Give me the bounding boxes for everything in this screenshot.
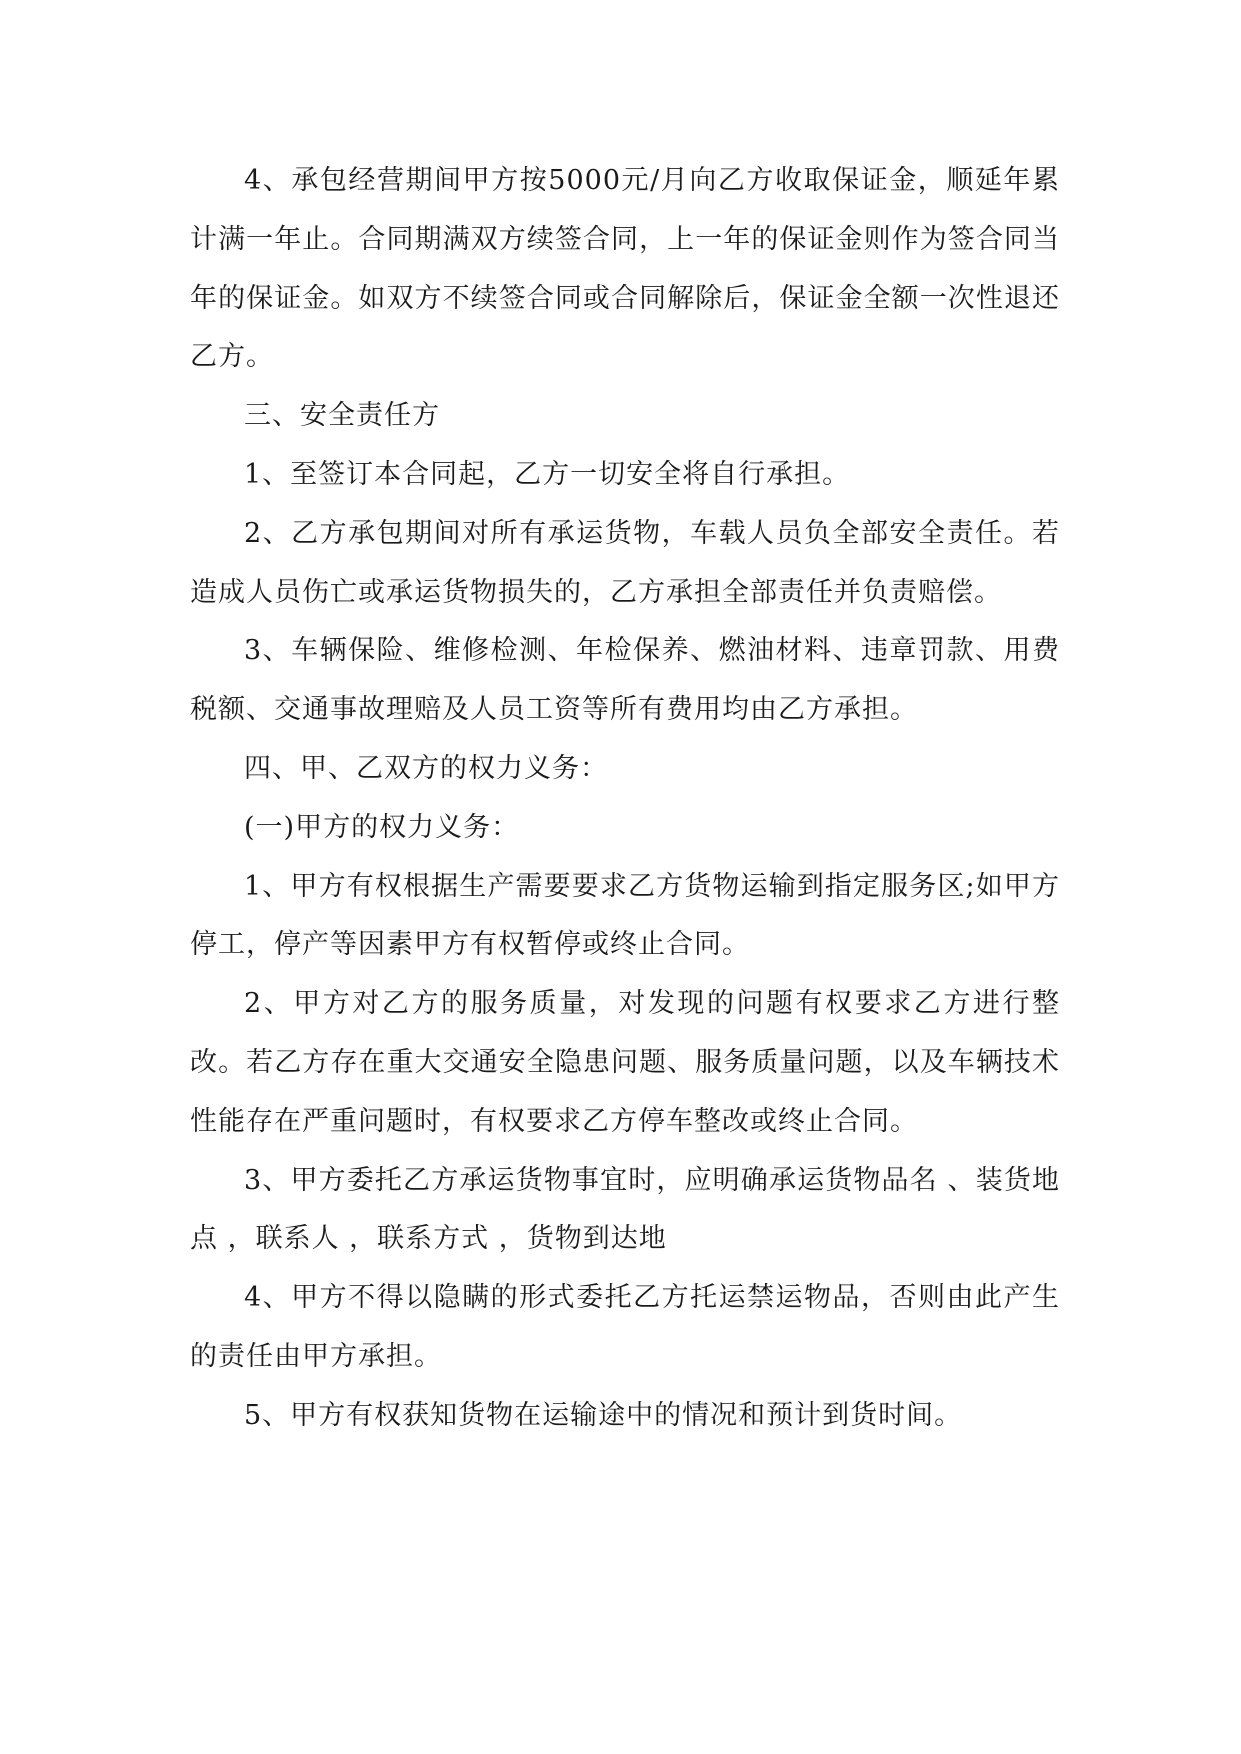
paragraph-safety-2: 2、乙方承包期间对所有承运货物，车载人员负全部安全责任。若造成人员伤亡或承运货物损失的，乙方承担全部责任并负责赔偿。 (190, 517, 1060, 608)
section-heading-safety: 三、安全责任方 (244, 400, 440, 432)
subsection-heading-party-a: (一)甲方的权力义务： (244, 811, 520, 843)
paragraph-party-a-4: 4、甲方不得以隐瞒的形式委托乙方托运禁运物品，否则由此产生的责任由甲方承担。 (190, 1282, 1060, 1372)
paragraph-party-a-1: 1、甲方有权根据生产需要要求乙方货物运输到指定服务区;如甲方停工，停产等因素甲方有权暂停或终止合同。 (190, 870, 1060, 961)
paragraph-party-a-2: 2、甲方对乙方的服务质量，对发现的问题有权要求乙方进行整改。若乙方存在重大交通安全隐患问题、服务质量问题，以及车辆技术性能存在严重问题时，有权要求乙方停车整改或终止合同。 (190, 988, 1060, 1137)
paragraph-safety-3: 3、车辆保险、维修检测、年检保养、燃油材料、违章罚款、用费税额、交通事故理赔及人员工资等所有费用均由乙方承担。 (190, 635, 1060, 726)
paragraph-safety-1: 1、至签订本合同起，乙方一切安全将自行承担。 (244, 458, 851, 490)
section-heading-rights: 四、甲、乙双方的权力义务： (244, 752, 608, 784)
paragraph-deposit-clause: 4、承包经营期间甲方按5000元/月向乙方收取保证金，顺延年累计满一年止。合同期满双方续签合同，上一年的保证金则作为签合同当年的保证金。如双方不续签合同或合同解除后，保证金全额一次性退还乙方。 (190, 165, 1060, 373)
paragraph-party-a-5: 5、甲方有权获知货物在运输途中的情况和预计到货时间。 (244, 1399, 963, 1431)
document-page (190, 152, 1060, 1446)
paragraph-party-a-3: 3、甲方委托乙方承运货物事宜时，应明确承运货物品名 、装货地点 ，联系人 ，联系方式 ，货物到达地 (190, 1164, 1060, 1255)
